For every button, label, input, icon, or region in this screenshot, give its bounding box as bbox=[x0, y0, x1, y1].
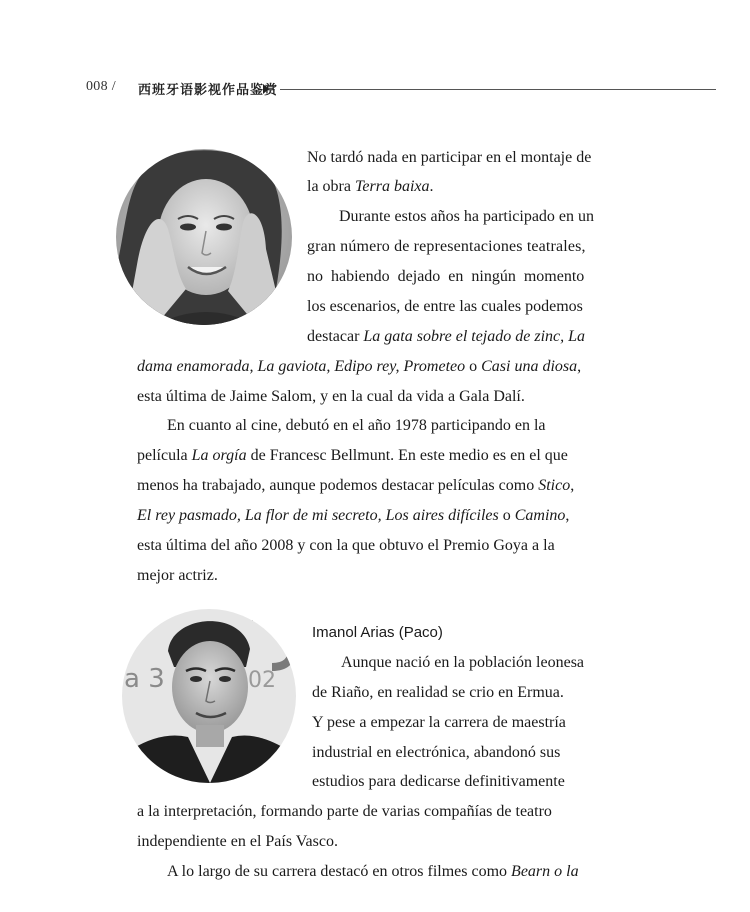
text-span: de Francesc Bellmunt. En este medio es en el que bbox=[246, 447, 568, 464]
page-number: 008 / bbox=[86, 79, 116, 94]
text-span: , bbox=[577, 358, 582, 375]
text-line bbox=[341, 648, 584, 678]
work-title: Casi una diosa bbox=[481, 358, 578, 375]
text-span: menos ha trabajado, aunque podemos destacar películas como bbox=[137, 477, 539, 494]
text-span: independiente en el País Vasco. bbox=[137, 833, 338, 850]
text-span: destacar bbox=[307, 328, 364, 345]
text-line bbox=[137, 827, 338, 857]
work-title: La gata sobre el tejado de zinc, La bbox=[363, 328, 586, 345]
text-span: esta última de Jaime Salom, y en la cual da vida a Gala Dalí. bbox=[137, 388, 525, 405]
text-line bbox=[312, 738, 560, 768]
text-span: de Riaño, en realidad se crio en Ermua. bbox=[312, 684, 564, 701]
text-span: mejor actriz. bbox=[137, 567, 218, 584]
text-span: esta última del año 2008 y con la que obtuvo el Premio Goya a la bbox=[137, 537, 555, 554]
text-span: o bbox=[465, 358, 482, 375]
text-span: la obra bbox=[307, 178, 355, 195]
work-title: Terra baixa bbox=[354, 178, 430, 195]
text-span: o bbox=[498, 507, 515, 524]
text-span: a la interpretación, formando parte de varias compañías de teatro bbox=[137, 803, 552, 820]
text-span: Durante estos años ha participado en un bbox=[339, 208, 595, 225]
svg-text:02: 02 bbox=[248, 668, 276, 693]
text-span: película bbox=[137, 447, 192, 464]
text-span: gran número de representaciones teatrales, bbox=[307, 238, 586, 255]
text-span: Y pese a empezar la carrera de maestría bbox=[312, 714, 566, 731]
text-span: estudios para dedicarse definitivamente bbox=[312, 773, 565, 790]
work-title: El rey pasmado, La flor de mi secreto, Los aires difíciles bbox=[137, 507, 499, 524]
text-span: . bbox=[429, 178, 434, 195]
person-heading bbox=[312, 618, 443, 648]
book-title: 西班牙语影视作品鉴赏 bbox=[138, 82, 279, 97]
work-title: Bearn o la bbox=[511, 863, 579, 880]
text-span: los escenarios, de entre las cuales podemos bbox=[307, 298, 583, 315]
work-title: Stico bbox=[538, 477, 571, 494]
text-span: En cuanto al cine, debutó en el año 1978 participando en la bbox=[167, 417, 546, 434]
text-span: A lo largo de su carrera destacó en otros filmes como bbox=[167, 863, 512, 880]
text-line bbox=[312, 678, 564, 708]
text-span: , bbox=[570, 477, 575, 494]
text-line bbox=[137, 797, 552, 827]
work-title: Camino bbox=[514, 507, 566, 524]
text-line bbox=[312, 767, 565, 797]
text-span: , bbox=[565, 507, 570, 524]
text-span: industrial en electrónica, abandonó sus bbox=[312, 744, 561, 761]
text-span: no habiendo dejado en ningún momento bbox=[307, 268, 585, 285]
text-span: Aunque nació en la población leonesa bbox=[341, 654, 585, 671]
work-title: La orgía bbox=[191, 447, 247, 464]
svg-text:a 3: a 3 bbox=[124, 664, 165, 694]
text-line bbox=[167, 857, 579, 887]
person-name: Imanol Arias (Paco) bbox=[312, 624, 443, 641]
text-span: No tardó nada en participar en el montaje de bbox=[307, 149, 592, 166]
work-title: dama enamorada, La gaviota, Edipo rey, Prometeo bbox=[137, 358, 466, 375]
text-line bbox=[312, 708, 566, 738]
